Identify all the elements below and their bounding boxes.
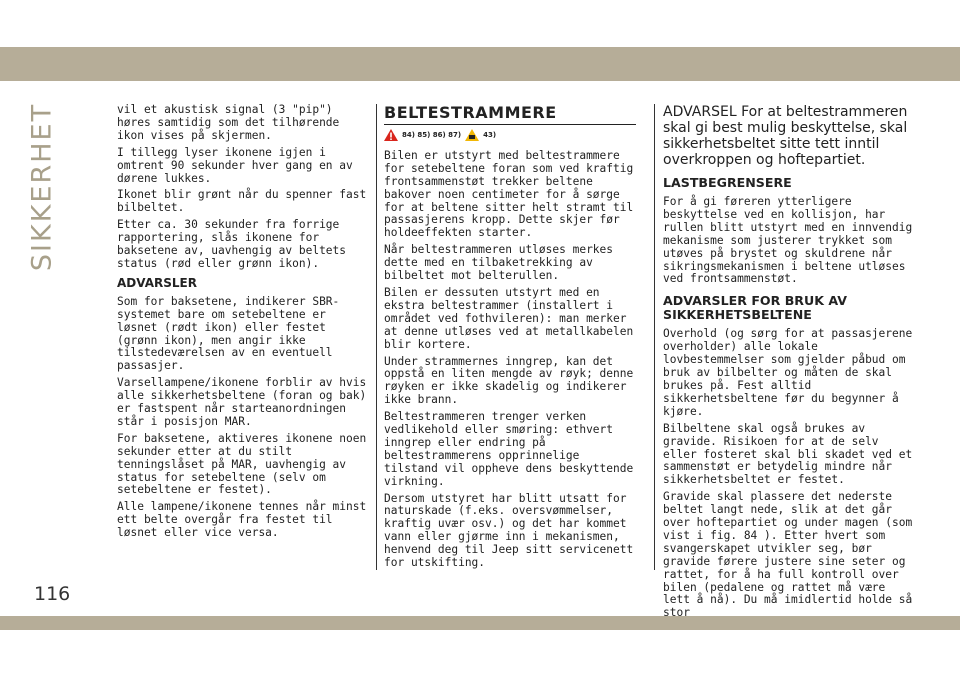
paragraph: Bilen er dessuten utstyrt med en ekstra beltestrammer (installert i området ved fothvileren): man merker at denne utløses ved at metallkabelen blir kortere. xyxy=(384,285,634,351)
column-2 xyxy=(384,104,636,574)
top-band xyxy=(0,47,960,81)
paragraph: For å gi føreren ytterligere beskyttelse ved en kollisjon, har rullen blitt utstyrt med en innvendig mekanisme som justerer trykket som utøves på brystet og skuldrene når sikringsmekanismen i beltene utløses ved frontsammenstøt. xyxy=(663,195,913,286)
column-3 xyxy=(663,104,913,624)
paragraph: Bilen er utstyrt med beltestrammere for setebeltene foran som ved kraftig frontsammenstøt trekker beltene bakover noen centimeter for å sørge for at beltene sitter helt stramt til passasjerens kropp. Dette skjer før holdeeffekten starter. xyxy=(384,148,634,240)
yellow-caution-refs: 43) xyxy=(483,131,497,139)
paragraph: Når beltestrammeren utløses merkes dette med en tilbaketrekking av bilbeltet mot belterullen. xyxy=(384,243,614,283)
paragraph: Alle lampene/ikonene tennes når minst ett belte overgår fra festet til løsnet eller vice versa. xyxy=(117,500,367,540)
section-heading-beltestrammere: BELTESTRAMMERE xyxy=(384,103,557,122)
heading-advarsler-bruk: ADVARSLER FOR BRUK AV SIKKERHETSBELTENE xyxy=(663,293,848,323)
paragraph: Varsellampene/ikonene forblir av hvis alle sikkerhetsbeltene (foran og bak) er fastspent når starteanordningen står i posisjon MAR. xyxy=(117,376,367,428)
red-warning-icon xyxy=(384,129,398,141)
page-number: 116 xyxy=(34,583,71,605)
red-warning-refs: 84) 85) 86) 87) xyxy=(402,131,462,139)
paragraph: Etter ca. 30 sekunder fra forrige rapportering, slås ikonene for baksetene av, uavhengig av beltets status (rød eller grønn ikon). xyxy=(117,218,347,270)
paragraph: Beltestrammeren trenger verken vedlikehold eller smøring: ethvert inngrep eller endring på beltestrammerens opprinnelige tilstand vil oppheve dens beskyttende virkning. xyxy=(384,410,634,488)
warning-references xyxy=(384,129,636,142)
paragraph: For baksetene, aktiveres ikonene noen sekunder etter at du stilt tenningslåset på MAR, uavhengig av status for setebeltene (selv om setebeltene er festet). xyxy=(117,431,367,497)
heading-lastbegrensere: LASTBEGRENSERE xyxy=(663,175,792,190)
paragraph: vil et akustisk signal (3 "pip") høres samtidig som det tilhørende ikon vises på skjermen. xyxy=(117,103,340,142)
yellow-caution-icon xyxy=(465,129,479,141)
paragraph: Ikonet blir grønt når du spenner fast bilbeltet. xyxy=(117,188,367,215)
section-side-tab xyxy=(22,102,62,272)
paragraph: Under strammernes inngrep, kan det oppstå en liten mengde av røyk; denne røyken er ikke skadelig og indikerer ikke brann. xyxy=(384,354,634,407)
paragraph: Gravide skal plassere det nederste beltet langt nede, slik at det går over hoftepartiet og under magen (som vist i fig. 84 ). Etter hvert som svangerskapet utvikler seg, bør gravide førere justere sine seter og rattet, for å ha full kontroll over bilen (pedalene og rattet må være lett å nå). Du må imidlertid holde så stor xyxy=(663,490,913,620)
paragraph: Som for baksetene, indikerer SBR-systemet bare om setebeltene er løsnet (rødt ikon) eller festet (grønn ikon), men angir ikke tilstedeværelsen av en eventuell passasjer. xyxy=(117,294,340,373)
heading-rule xyxy=(384,124,636,125)
paragraph: Overhold (og sørg for at passasjerene overholder) alle lokale lovbestemmelser som gjelder påbud om bruk av bilbelter og måten de skal brukes på. Fest alltid sikkerhetsbeltene før du begynner å kjøre. xyxy=(663,327,913,418)
column-1 xyxy=(117,104,367,544)
paragraph: Bilbeltene skal også brukes av gravide. Risikoen for at de selv eller fosteret skal bli skadet ved et sammenstøt er betydelig mindre når sikkerhetsbeltet er festet. xyxy=(663,421,913,487)
section-side-tab-label: SIKKERHET xyxy=(26,102,58,272)
paragraph: I tillegg lyser ikonene igjen i omtrent 90 sekunder hver gang en av dørene lukkes. xyxy=(117,145,353,185)
paragraph: Dersom utstyret har blitt utsatt for naturskade (f.eks. oversvømmelser, kraftig uvær osv.) og det har kommet vann eller gjørme inn i mekanismen, henvend deg til Jeep sitt servicenett for utskifting. xyxy=(384,491,634,570)
advarsel-note: ADVARSEL For at beltestrammeren skal gi best mulig beskyttelse, skal sikkerhetsbeltet sitte tett inntil overkroppen og hoftepartiet. xyxy=(663,104,908,168)
column-divider xyxy=(654,104,655,570)
subheading-advarsler: ADVARSLER xyxy=(117,275,197,290)
column-divider xyxy=(376,104,377,570)
